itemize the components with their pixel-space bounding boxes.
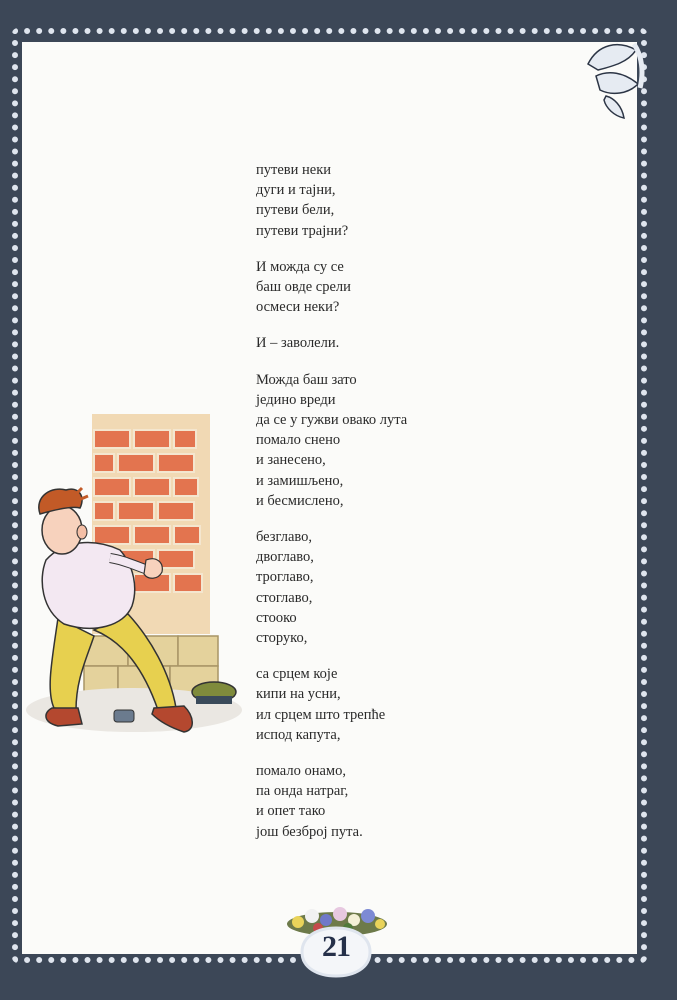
poem-stanza: [256, 527, 556, 648]
poem-line: стоглаво,: [256, 589, 313, 606]
poem-line: осмеси неки?: [256, 299, 340, 316]
poem-line: помало онамо,: [256, 763, 346, 780]
poem-line: стооко: [256, 609, 297, 626]
poem-line: путеви трајни?: [256, 222, 349, 239]
poem-line: ил срцем што трепће: [256, 706, 386, 723]
poem-line: и опет тако: [256, 803, 326, 820]
poem-line: двоглаво,: [256, 549, 314, 566]
poem-line: троглаво,: [256, 569, 314, 586]
boy-at-brick-wall-illustration: [24, 410, 244, 755]
poem-text: [256, 160, 556, 858]
rope-knot-icon: [578, 36, 648, 120]
poem-stanza: [256, 333, 556, 353]
poem-line: испод капута,: [256, 726, 341, 743]
poem-line: са срцем које: [256, 666, 338, 683]
poem-stanza: [256, 257, 556, 318]
poem-line: једино вреди: [256, 391, 336, 408]
poem-line: и бесмислено,: [256, 492, 344, 509]
poem-line: путеви неки: [256, 162, 332, 178]
poem-stanza: [256, 160, 556, 241]
poem-line: И – заволели.: [256, 335, 340, 352]
poem-line: Можда баш зато: [256, 371, 357, 388]
poem-line: кипи на усни,: [256, 686, 341, 703]
page-number: 21: [322, 930, 350, 963]
poem-line: па онда натраг,: [256, 783, 349, 800]
poem-line: и замишљено,: [256, 472, 344, 489]
poem-line: баш овде срели: [256, 279, 351, 296]
poem-line: безглаво,: [256, 529, 313, 546]
poem-line: да се у гужви овако лута: [256, 412, 408, 429]
poem-line: и занесено,: [256, 452, 326, 469]
poem-line: помало снено: [256, 432, 341, 449]
poem-stanza: [256, 664, 556, 745]
poem-line: сторуко,: [256, 630, 308, 647]
poem-stanza: [256, 761, 556, 842]
poem-line: путеви бели,: [256, 202, 335, 219]
poem-line: И можда су се: [256, 258, 344, 275]
poem-stanza: [256, 370, 556, 511]
poem-line: још безброј пута.: [256, 823, 363, 840]
poem-line: дуги и тајни,: [256, 182, 336, 199]
